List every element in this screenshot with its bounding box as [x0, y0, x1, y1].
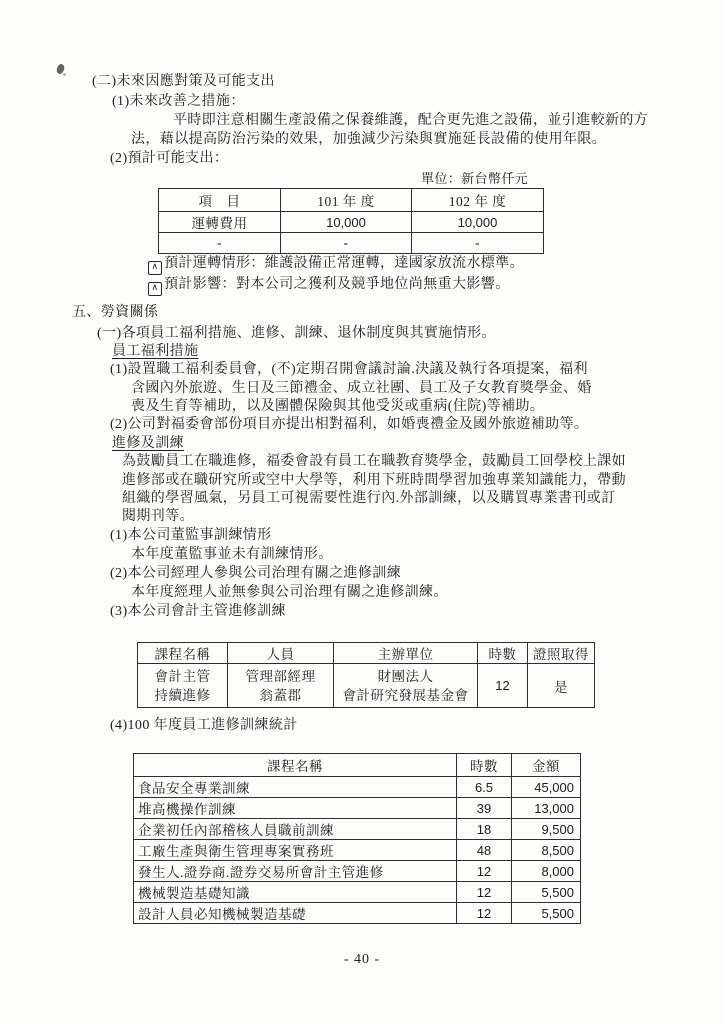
- amount-cell: 13,000: [512, 798, 581, 819]
- training-para-line3: 組織的學習風氣，另員工可視需要性進行內.外部訓練，以及購買專業書刊或訂: [122, 491, 616, 506]
- amount-cell: 8,000: [512, 861, 581, 882]
- table-row: [134, 819, 581, 840]
- training-item3: (3)本公司會計主管進修訓練: [110, 604, 286, 619]
- hours-cell: 48: [457, 840, 512, 861]
- table-row: [134, 798, 581, 819]
- checkbox-marked-icon: ∧: [148, 261, 162, 275]
- table-row: [134, 840, 581, 861]
- table-row: [134, 903, 581, 924]
- course-line2: 持續進修: [154, 687, 211, 703]
- note2-text: 預計影響：對本公司之獲利及競爭地位尚無重大影響。: [164, 277, 510, 292]
- page-number: - 40 -: [343, 952, 381, 967]
- table-header-row: [138, 643, 595, 664]
- column-header: 102 年 度: [412, 189, 544, 212]
- course-name-cell: 企業初任內部稽核人員職前訓練: [134, 819, 457, 840]
- course-name-cell: 工廠生產與衛生管理專案實務班: [134, 840, 457, 861]
- expense-table: [158, 188, 544, 254]
- hours-cell: 12: [457, 861, 512, 882]
- course-name-cell: 食品安全專業訓練: [134, 777, 457, 798]
- future-item1: (1)未來改善之措施：: [112, 94, 245, 109]
- hours-cell: 12: [457, 882, 512, 903]
- course-name-cell: 發生人.證券商.證券交易所會計主管進修: [134, 861, 457, 882]
- hours-cell: 12: [457, 903, 512, 924]
- hours-cell: 12: [478, 664, 528, 708]
- column-header: 課程名稱: [138, 643, 228, 664]
- table-row: [134, 777, 581, 798]
- accounting-training-table: [137, 642, 595, 708]
- table-cell: -: [412, 233, 544, 254]
- table-header-row: [159, 189, 544, 212]
- table-row: [138, 664, 595, 708]
- section-heading-future: (二)未來因應對策及可能支出: [92, 74, 275, 89]
- organizer-line1: 財團法人: [377, 668, 434, 684]
- column-header: 金額: [512, 754, 581, 777]
- checkbox-marked-icon: ∧: [148, 282, 162, 296]
- future-para1-line2: 法，藉以提高防治污染的效果，加強減少污染與實施延長設備的使用年限。: [131, 132, 607, 147]
- training-para-line4: 閱期刊等。: [122, 509, 194, 524]
- welfare-item1-line1: (1)設置職工福利委員會，(不)定期召開會議討論.決議及執行各項提案，福利: [110, 362, 588, 377]
- table-cell: 運轉費用: [159, 212, 281, 233]
- column-header: 證照取得: [528, 643, 595, 664]
- welfare-item1-line3: 喪及生育等補助，以及團體保險與其他受災或重病(住院)等補助。: [131, 399, 545, 414]
- future-para1-line1: 平時即注意相關生產設備之保養維護，配合更先進之設備，並引進較新的方: [173, 113, 649, 128]
- table-row: [159, 212, 544, 233]
- labor-sub-heading: (一)各項員工福利措施、進修、訓練、退休制度與其實施情形。: [97, 326, 496, 341]
- course-cell: [138, 664, 228, 708]
- welfare-item2: (2)公司對福委會部份項目亦提出相對福利，如婚喪禮金及國外旅遊補助等。: [110, 417, 589, 432]
- amount-cell: 9,500: [512, 819, 581, 840]
- course-line1: 會計主管: [154, 668, 211, 684]
- table-cell: -: [159, 233, 281, 254]
- hours-cell: 39: [457, 798, 512, 819]
- course-name-cell: 設計人員必知機械製造基礎: [134, 903, 457, 924]
- training-item4: (4)100 年度員工進修訓練統計: [110, 718, 298, 733]
- section-heading-labor: 五、勞資關係: [72, 305, 159, 320]
- amount-cell: 5,500: [512, 903, 581, 924]
- scan-artifact: [63, 73, 66, 76]
- hours-cell: 6.5: [457, 777, 512, 798]
- note1-text: 預計運轉情形：維護設備正常運轉，達國家放流水標準。: [164, 256, 524, 271]
- note-line: [148, 277, 510, 296]
- note-line: [148, 256, 524, 275]
- table-header-row: [134, 754, 581, 777]
- training-para-line2: 進修部或在職研究所或空中大學等，利用下班時間學習加強專業知識能力，帶動: [122, 473, 626, 488]
- welfare-item1-line2: 含國內外旅遊、生日及三節禮金、成立社團、員工及子女教育獎學金、婚: [131, 381, 592, 396]
- organizer-cell: [334, 664, 478, 708]
- training-item2-detail: 本年度經理人並無參與公司治理有關之進修訓練。: [131, 585, 448, 600]
- course-name-cell: 堆高機操作訓練: [134, 798, 457, 819]
- course-name-cell: 機械製造基礎知識: [134, 882, 457, 903]
- table-row: [159, 233, 544, 254]
- person-line1: 管理部經理: [245, 668, 316, 684]
- amount-cell: 5,500: [512, 882, 581, 903]
- column-header: 時數: [457, 754, 512, 777]
- column-header: 課程名稱: [134, 754, 457, 777]
- certificate-cell: 是: [528, 664, 595, 708]
- table-row: [134, 861, 581, 882]
- training-item1-detail: 本年度董監事並未有訓練情形。: [131, 547, 333, 562]
- table-cell: -: [281, 233, 412, 254]
- hours-cell: 18: [457, 819, 512, 840]
- training-item2: (2)本公司經理人參與公司治理有關之進修訓練: [110, 566, 402, 581]
- future-item2: (2)預計可能支出：: [110, 151, 229, 166]
- table-cell: 10,000: [281, 212, 412, 233]
- training-heading: 進修及訓練: [112, 436, 184, 451]
- person-cell: [228, 664, 334, 708]
- organizer-line2: 會計研究發展基金會: [342, 687, 469, 703]
- table-row: [134, 882, 581, 903]
- training-para-line1: 為鼓勵員工在職進修，福委會設有員工在職教育獎學金，鼓勵員工回學校上課如: [122, 454, 626, 469]
- column-header: 項 目: [159, 189, 281, 212]
- amount-cell: 8,500: [512, 840, 581, 861]
- column-header: 人員: [228, 643, 334, 664]
- training-item1: (1)本公司董監事訓練情形: [110, 528, 272, 543]
- unit-note: 單位：新台幣仟元: [421, 171, 529, 186]
- column-header: 主辦單位: [334, 643, 478, 664]
- column-header: 101 年 度: [281, 189, 412, 212]
- amount-cell: 45,000: [512, 777, 581, 798]
- training-stats-table: [133, 753, 581, 924]
- person-line2: 翁蓋郡: [259, 687, 302, 703]
- welfare-heading: 員工福利措施: [112, 344, 199, 359]
- table-cell: 10,000: [412, 212, 544, 233]
- column-header: 時數: [478, 643, 528, 664]
